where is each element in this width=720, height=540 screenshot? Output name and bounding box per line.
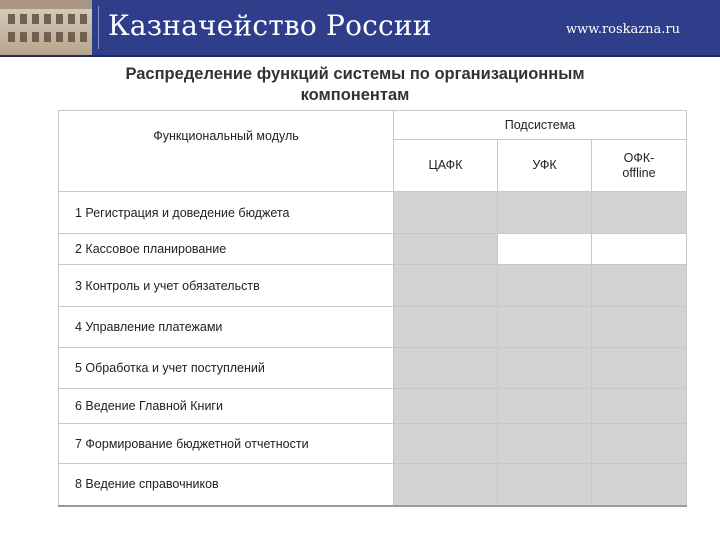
matrix-cell bbox=[498, 234, 592, 265]
row-label: 1 Регистрация и доведение бюджета bbox=[59, 192, 394, 234]
row-label: 7 Формирование бюджетной отчетности bbox=[59, 424, 394, 464]
matrix-cell bbox=[592, 192, 687, 234]
header-url[interactable]: www.roskazna.ru bbox=[565, 22, 680, 37]
column-header-ofk-line-1: ОФК- bbox=[623, 150, 655, 165]
column-header-ofk-line-2: offline bbox=[622, 165, 656, 180]
matrix-cell bbox=[394, 234, 498, 265]
matrix-cell bbox=[394, 424, 498, 464]
matrix-cell bbox=[498, 389, 592, 424]
row-label: 3 Контроль и учет обязательств bbox=[59, 265, 394, 307]
table-row bbox=[59, 234, 687, 265]
table-row bbox=[59, 389, 687, 424]
matrix-cell bbox=[498, 464, 592, 506]
row-label: 8 Ведение справочников bbox=[59, 464, 394, 506]
matrix-cell bbox=[592, 348, 687, 389]
matrix-cell bbox=[498, 265, 592, 307]
row-label: 5 Обработка и учет поступлений bbox=[59, 348, 394, 389]
module-column-header: Функциональный модуль bbox=[59, 111, 394, 192]
matrix-cell bbox=[592, 389, 687, 424]
matrix-cell bbox=[498, 307, 592, 348]
matrix-cell bbox=[592, 424, 687, 464]
table-row bbox=[59, 192, 687, 234]
table-row bbox=[59, 307, 687, 348]
matrix-cell bbox=[394, 348, 498, 389]
table-row bbox=[59, 464, 687, 506]
row-label: 6 Ведение Главной Книги bbox=[59, 389, 394, 424]
column-header-ofk-offline bbox=[592, 140, 687, 192]
matrix-cell bbox=[394, 464, 498, 506]
function-distribution-table bbox=[58, 110, 687, 507]
matrix-cell bbox=[498, 192, 592, 234]
row-label: 2 Кассовое планирование bbox=[59, 234, 394, 265]
matrix-cell bbox=[592, 265, 687, 307]
header-banner bbox=[0, 0, 720, 57]
slide-title bbox=[70, 64, 640, 106]
row-label: 4 Управление платежами bbox=[59, 307, 394, 348]
matrix-cell bbox=[394, 192, 498, 234]
slide-title-line-2: компонентам bbox=[300, 86, 410, 104]
matrix-cell bbox=[394, 307, 498, 348]
matrix-cell bbox=[498, 348, 592, 389]
column-header-cafk: ЦАФК bbox=[394, 140, 498, 192]
slide-title-line-1: Распределение функций системы по организационным bbox=[125, 65, 585, 83]
subsystem-group-header: Подсистема bbox=[394, 111, 687, 140]
header-title: Казначейство России bbox=[108, 9, 432, 42]
building-photo-logo bbox=[0, 0, 92, 55]
table-row bbox=[59, 348, 687, 389]
matrix-cell bbox=[592, 307, 687, 348]
matrix-cell bbox=[498, 424, 592, 464]
matrix-cell bbox=[592, 464, 687, 506]
matrix-cell bbox=[394, 265, 498, 307]
header-divider bbox=[98, 6, 99, 49]
matrix-cell bbox=[592, 234, 687, 265]
table-row bbox=[59, 265, 687, 307]
column-header-ufk: УФК bbox=[498, 140, 592, 192]
table-row bbox=[59, 424, 687, 464]
matrix-cell bbox=[394, 389, 498, 424]
